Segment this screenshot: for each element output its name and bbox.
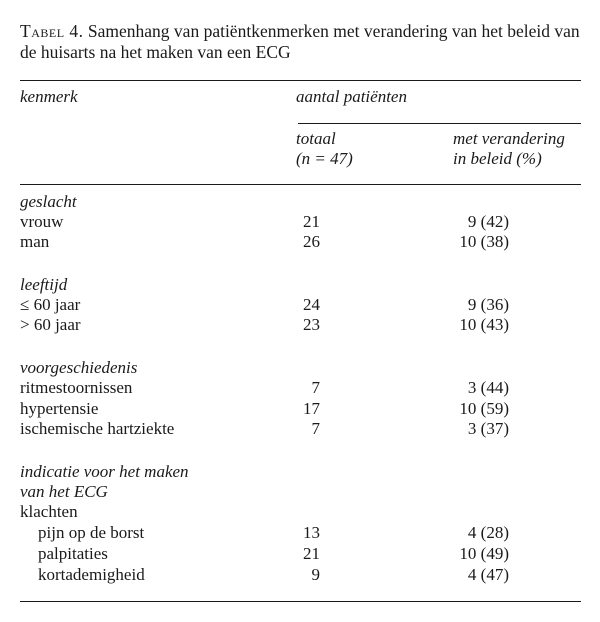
row-label: man — [20, 232, 50, 251]
row-changed: 9 (36) — [467, 295, 509, 314]
row-total: 13 — [303, 523, 320, 542]
row-total: 7 — [311, 378, 320, 397]
header-verandering: met verandering — [453, 129, 565, 148]
bottom-rule — [20, 601, 581, 602]
row-label: > 60 jaar — [20, 315, 81, 334]
row-total: 23 — [303, 315, 320, 334]
row-label: ≤ 60 jaar — [20, 295, 81, 314]
header-subrule — [298, 123, 581, 124]
row-total: 7 — [311, 419, 320, 438]
group-label-klachten: klachten — [20, 502, 78, 521]
header-beleid: in beleid (%) — [453, 149, 542, 168]
row-changed: 10 (49) — [459, 544, 509, 563]
section-title-indicatie: indicatie voor het maken — [20, 462, 189, 481]
header-kenmerk: kenmerk — [20, 87, 78, 106]
row-changed: 10 (43) — [459, 315, 509, 334]
row-total: 21 — [303, 212, 320, 231]
row-changed: 4 (47) — [467, 565, 509, 584]
row-total: 21 — [303, 544, 320, 563]
row-label: hypertensie — [20, 399, 99, 418]
row-label: vrouw — [20, 212, 64, 231]
row-changed: 3 (37) — [467, 419, 509, 438]
row-label: kortademigheid — [38, 565, 145, 584]
row-changed: 10 (38) — [459, 232, 509, 251]
section-title-geslacht: geslacht — [20, 192, 77, 211]
header-aantal: aantal patiënten — [296, 87, 407, 106]
row-changed: 10 (59) — [459, 399, 509, 418]
row-total: 24 — [303, 295, 320, 314]
row-changed: 3 (44) — [467, 378, 509, 397]
header-bottom-rule — [20, 184, 581, 185]
section-title-indicatie-cont: van het ECG — [20, 482, 108, 501]
row-label: palpitaties — [38, 544, 108, 563]
table-label: Tabel 4. — [20, 21, 84, 41]
row-label: ischemische hartziekte — [20, 419, 175, 438]
top-rule — [20, 80, 581, 81]
header-totaal: totaal — [296, 129, 336, 148]
row-label: pijn op de borst — [38, 523, 145, 542]
section-title-leeftijd: leeftijd — [20, 275, 68, 294]
row-total: 9 — [311, 565, 320, 584]
row-total: 17 — [303, 399, 320, 418]
section-title-voorgeschiedenis: voorgeschiedenis — [20, 358, 138, 377]
row-changed: 9 (42) — [467, 212, 509, 231]
header-n: (n = 47) — [296, 149, 353, 168]
row-changed: 4 (28) — [467, 523, 509, 542]
row-label: ritmestoornissen — [20, 378, 133, 397]
row-total: 26 — [303, 232, 320, 251]
table-caption — [20, 21, 581, 63]
caption-text: Samenhang van patiëntkenmerken met verandering van het beleid van de huisarts na het maken van een ECG — [20, 21, 580, 62]
